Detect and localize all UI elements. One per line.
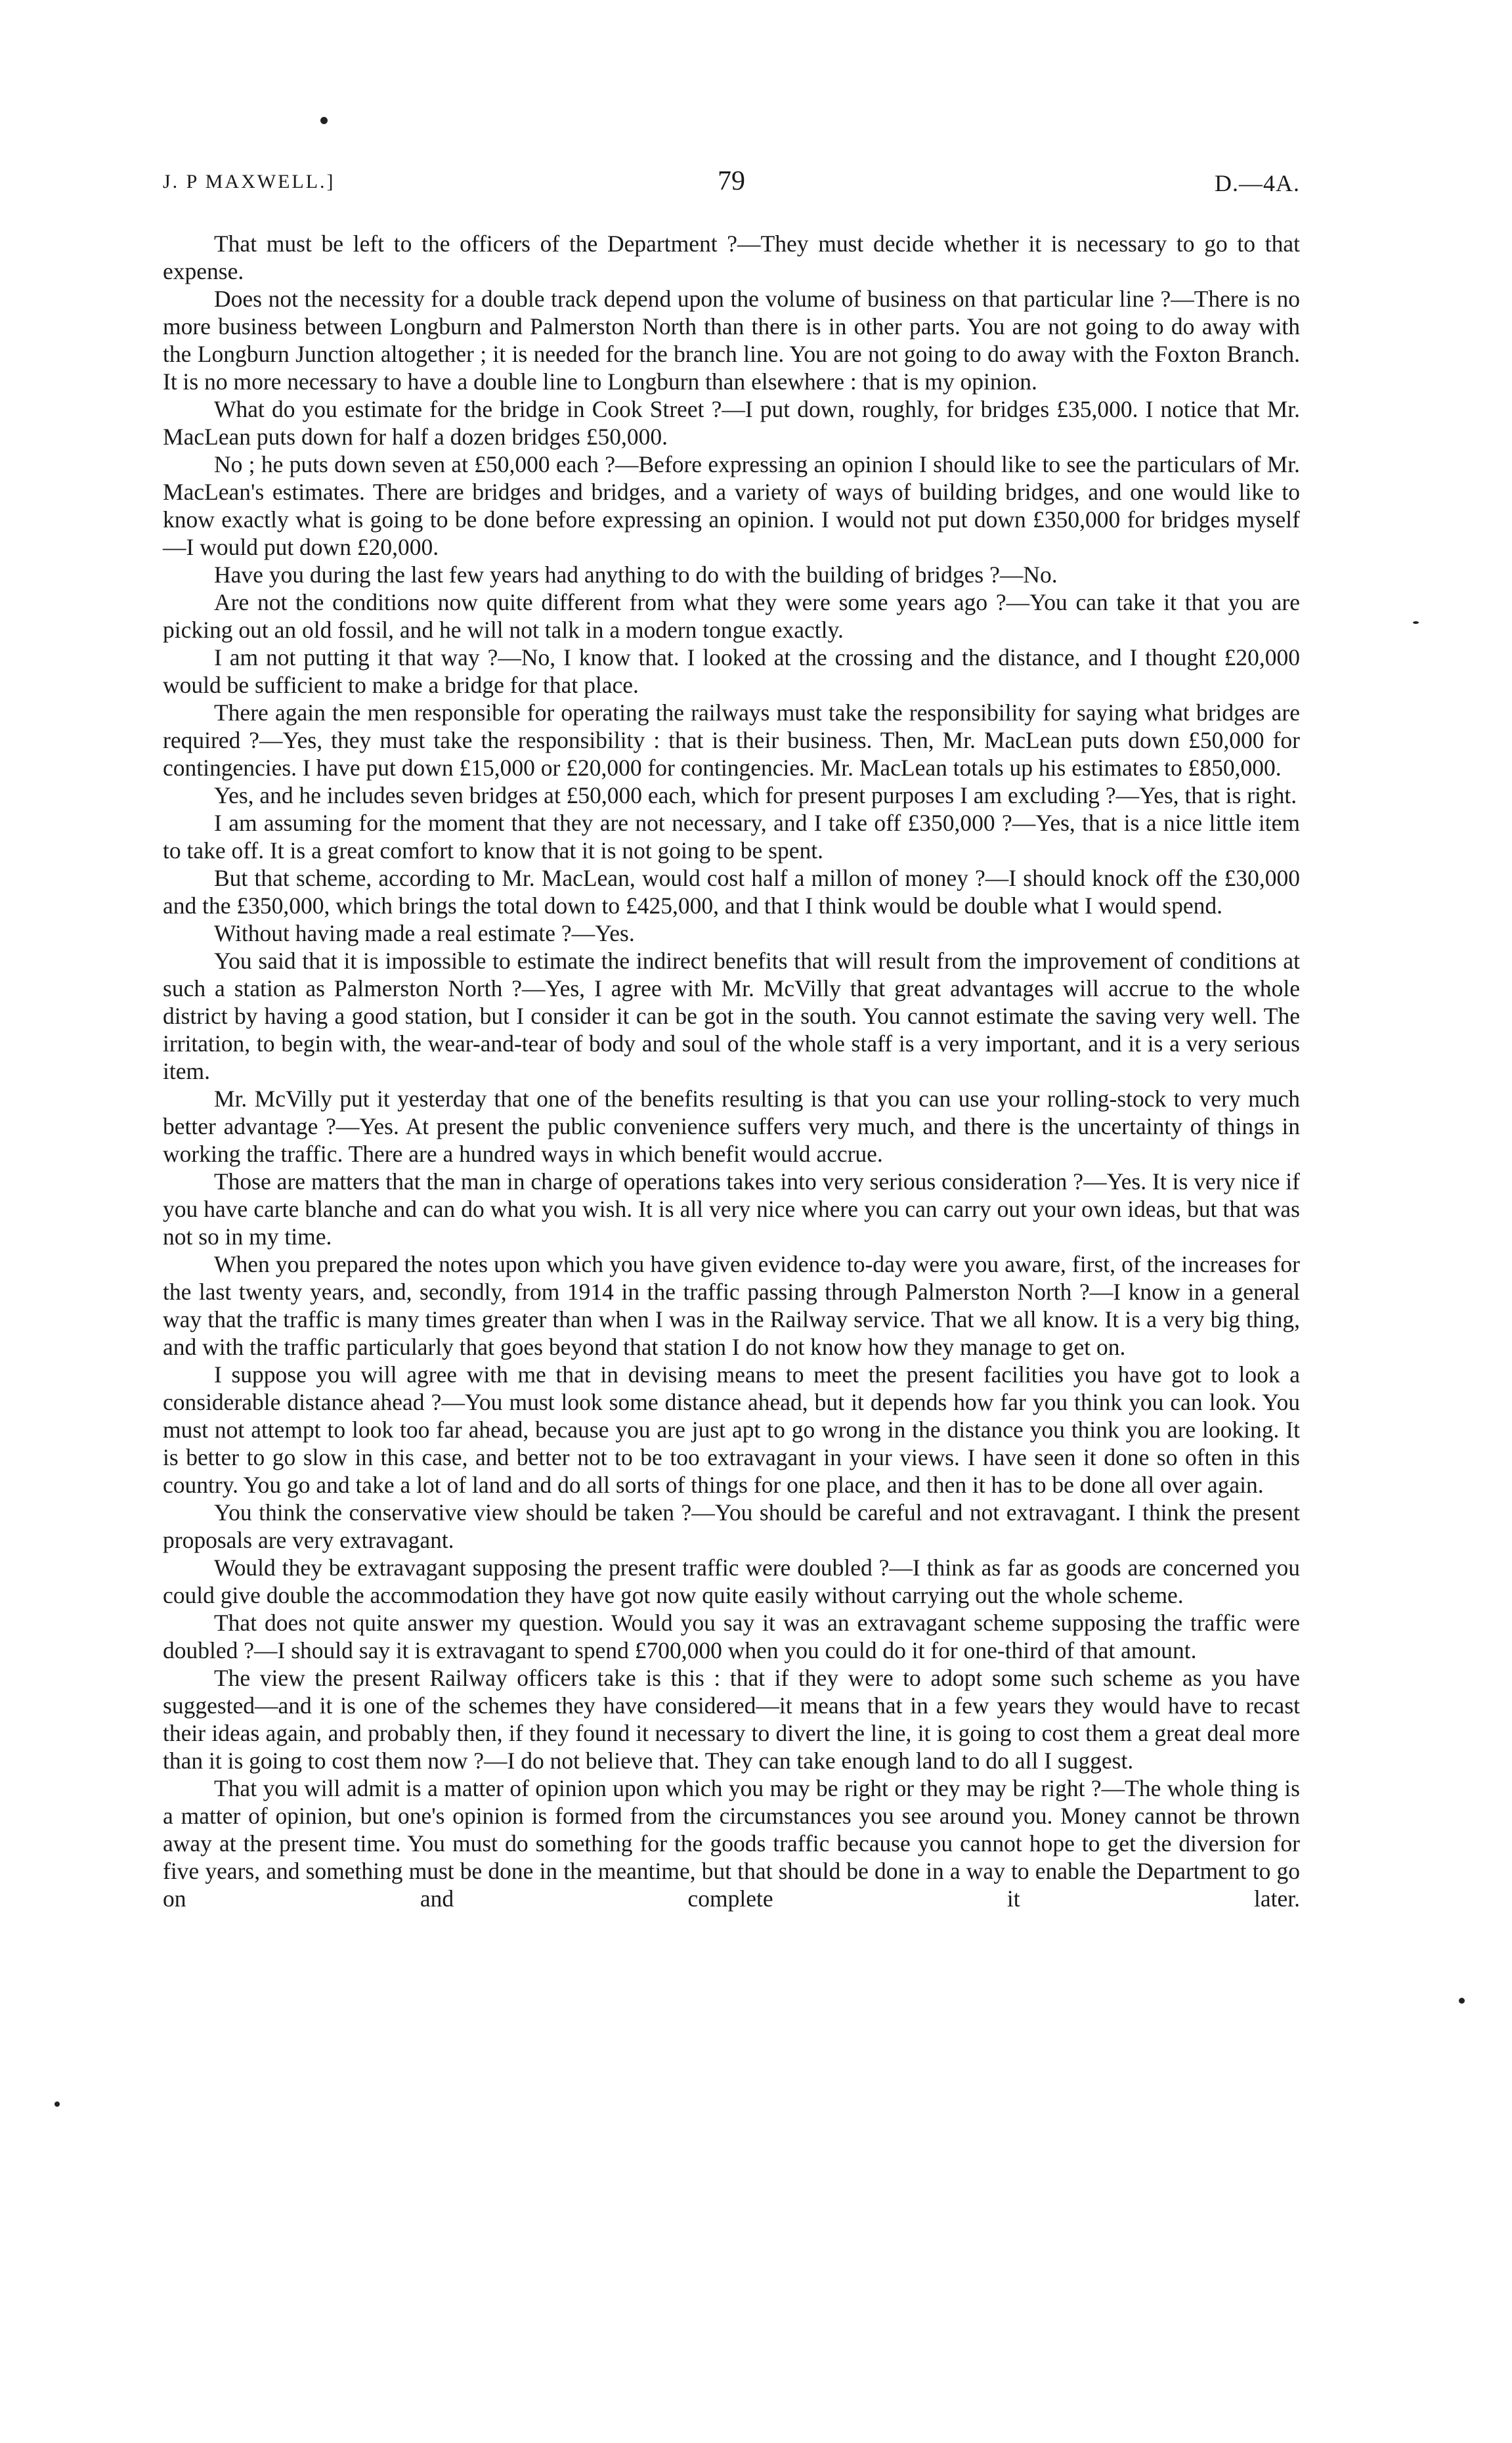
paragraph: Yes, and he includes seven bridges at £50,000 each, which for present purposes I am excluding ?—Yes, that is right.	[214, 782, 1297, 808]
paragraph: Without having made a real estimate ?—Yes.	[214, 920, 635, 946]
scan-speck	[320, 117, 328, 124]
paragraph: The view the present Railway officers take is this : that if they were to adopt some such scheme as you have suggested—and it is one of the schemes they have considered—it means that in a few years they would have to recast their ideas again, and probably then, if they found it necessary to divert the line, it is going to cost them a great deal more than it is going to cost them now ?—I do not believe that. They can take enough land to do all I suggest.	[163, 1665, 1300, 1774]
paragraph: I suppose you will agree with me that in devising means to meet the present facilities you have got to look a considerable distance ahead ?—You must look some distance ahead, but it depends how far you think you can look. You must not attempt to look too far ahead, because you are just apt to go wrong in the distance you think you are looking. It is better to go slow in this case, and better not to be too extravagant in your views. I have seen it done so often in this country. You go and take a lot of land and do all sorts of things for one place, and then it has to be done all over again.	[163, 1361, 1300, 1498]
paragraph: When you prepared the notes upon which you have given evidence to-day were you aware, first, of the increases for the last twenty years, and, secondly, from 1914 in the traffic passing through Palmerston North ?—I know in a general way that the traffic is many times greater than when I was in the Railway service. That we all know. It is a very big thing, and with the traffic particularly that goes beyond that station I do not know how they manage to get on.	[163, 1251, 1300, 1360]
paragraph: Would they be extravagant supposing the present traffic were doubled ?—I think as far as goods are concerned you could give double the accommodation they have got now quite easily without carrying out the whole scheme.	[163, 1554, 1300, 1608]
paragraph: Are not the conditions now quite different from what they were some years ago ?—You can take it that you are picking out an old fossil, and he will not talk in a modern tongue exactly.	[163, 589, 1300, 643]
scan-speck	[1413, 621, 1419, 624]
paragraph: Does not the necessity for a double track depend upon the volume of business on that particular line ?—There is no more business between Longburn and Palmerston North than there is in other parts. You are not going to do away with the Longburn Junction altogether ; it is needed for the branch line. You are not going to do away with the Foxton Branch. It is no more necessary to have a double line to Longburn than elsewhere : that is my opinion.	[163, 286, 1300, 395]
paragraph: That does not quite answer my question. Would you say it was an extravagant scheme supposing the traffic were doubled ?—I should say it is extravagant to spend £700,000 when you could do it for one-third of that amount.	[163, 1610, 1300, 1663]
paragraph: That you will admit is a matter of opinion upon which you may be right or they may be right ?—The whole thing is a matter of opinion, but one's opinion is formed from the circumstances you see around you. Money cannot be thrown away at the present time. You must do something for the goods traffic because you cannot hope to get the diversion for five years, and something must be done in the meantime, but that should be done in a way to enable the Department to go on and complete it later.	[163, 1775, 1300, 1912]
witness-name: J. P MAXWELL.]	[163, 171, 335, 192]
paragraph: Have you during the last few years had anything to do with the building of bridges ?—No.	[214, 561, 1058, 588]
paragraph: What do you estimate for the bridge in Cook Street ?—I put down, roughly, for bridges £35,000. I notice that Mr. MacLean puts down for half a dozen bridges £50,000.	[163, 396, 1300, 450]
scan-speck	[54, 2102, 60, 2107]
paragraph: That must be left to the officers of the Department ?—They must decide whether it is necessary to go to that expense.	[163, 231, 1300, 284]
paragraph: Mr. McVilly put it yesterday that one of the benefits resulting is that you can use your rolling-stock to very much better advantage ?—Yes. At present the public convenience suffers very much, and there is the uncertainty of things in working the traffic. There are a hundred ways in which benefit would accrue.	[163, 1086, 1300, 1167]
paragraph: You said that it is impossible to estimate the indirect benefits that will result from the improvement of conditions at such a station as Palmerston North ?—Yes, I agree with Mr. McVilly that great advantages will accrue to the whole district by having a good station, but I consider it can be got in the south. You cannot estimate the saving very well. The irritation, to begin with, the wear-and-tear of body and soul of the whole staff is a very important, and it is a very serious item.	[163, 948, 1300, 1084]
evidence-text	[163, 230, 1300, 1912]
paragraph: Those are matters that the man in charge of operations takes into very serious consideration ?—Yes. It is very nice if you have carte blanche and can do what you wish. It is all very nice where you can carry out your own ideas, but that was not so in my time.	[163, 1168, 1300, 1250]
paragraph: No ; he puts down seven at £50,000 each ?—Before expressing an opinion I should like to see the particulars of Mr. MacLean's estimates. There are bridges and bridges, and a variety of ways of building bridges, and one would like to know exactly what is going to be done before expressing an opinion. I would not put down £350,000 for bridges myself—I would put down £20,000.	[163, 451, 1300, 560]
paragraph: There again the men responsible for operating the railways must take the responsibility for saying what bridges are required ?—Yes, they must take the responsibility : that is their business. Then, Mr. MacLean puts down £50,000 for contingencies. I have put down £15,000 or £20,000 for contingencies. Mr. MacLean totals up his estimates to £850,000.	[163, 699, 1300, 781]
paragraph: I am assuming for the moment that they are not necessary, and I take off £350,000 ?—Yes, that is a nice little item to take off. It is a great comfort to know that it is not going to be spent.	[163, 810, 1300, 864]
scan-speck	[1459, 1998, 1465, 2004]
paragraph: You think the conservative view should be taken ?—You should be careful and not extravagant. I think the present proposals are very extravagant.	[163, 1499, 1300, 1553]
paragraph: I am not putting it that way ?—No, I know that. I looked at the crossing and the distance, and I thought £20,000 would be sufficient to make a bridge for that place.	[163, 644, 1300, 698]
document-reference: D.—4A.	[1215, 170, 1300, 196]
page-number: 79	[718, 166, 745, 196]
paragraph: But that scheme, according to Mr. MacLean, would cost half a millon of money ?—I should knock off the £30,000 and the £350,000, which brings the total down to £425,000, and that I think would be double what I would spend.	[163, 865, 1300, 919]
page-header	[163, 165, 1300, 205]
